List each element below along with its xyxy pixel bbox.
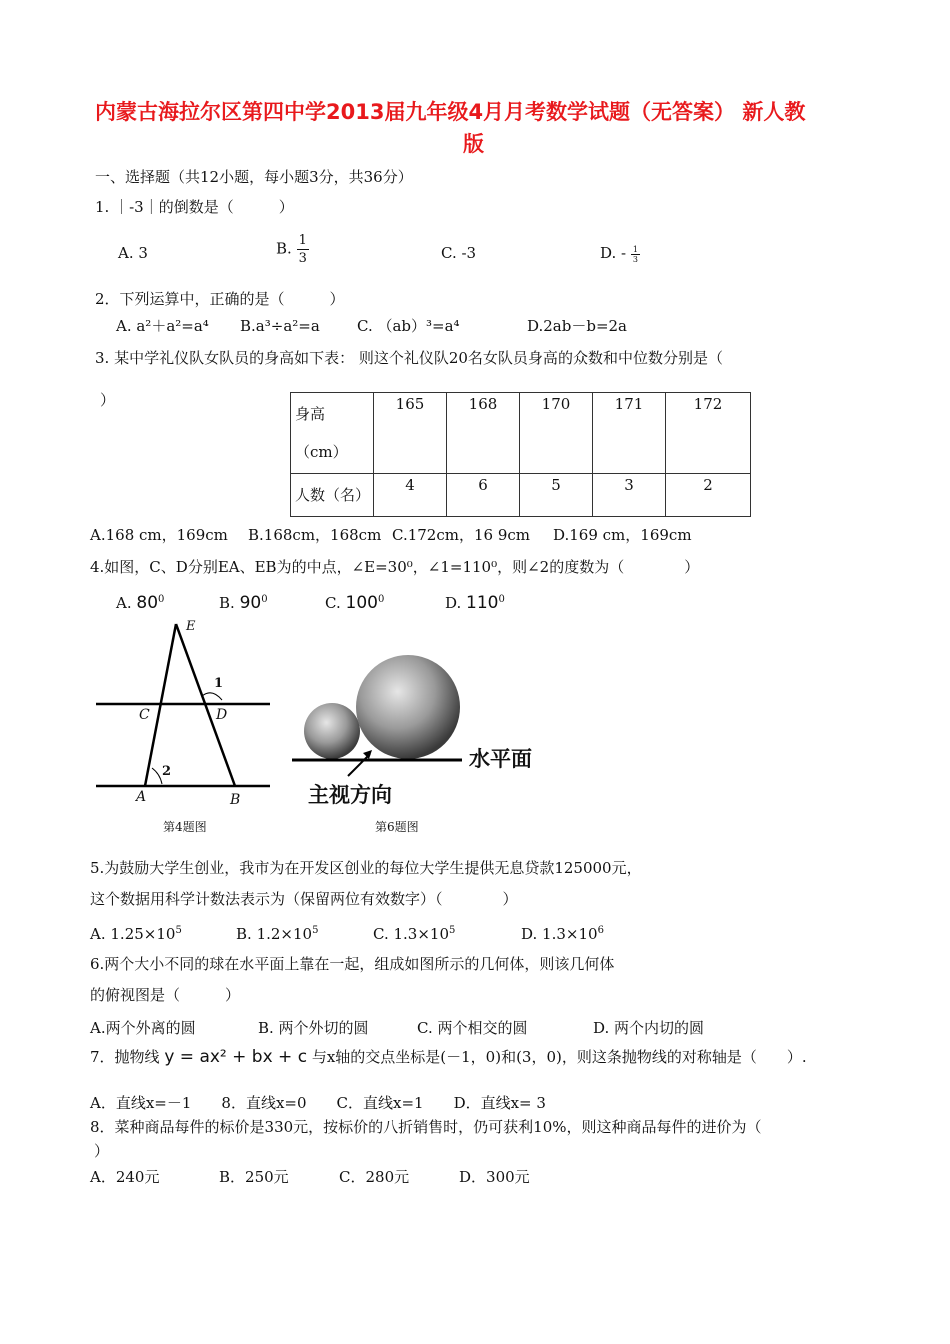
q5-stem: 5.为鼓励大学生创业，我市为在开发区创业的每位大学生提供无息贷款125000元， (90, 859, 642, 877)
q6-stem: 6.两个大小不同的球在水平面上靠在一起，组成如图所示的几何体，则该几何体 (90, 955, 615, 973)
point-E-label: E (186, 619, 196, 634)
q4-option-a (116, 590, 164, 613)
q4-option-d (445, 590, 505, 613)
small-sphere (304, 703, 360, 759)
height-table (290, 392, 751, 517)
horizontal-surface-label: 水平面 (469, 747, 532, 771)
q8-option-d: D．300元 (459, 1168, 530, 1186)
q7-stem (90, 1047, 807, 1067)
page-title-line2: 版 (463, 132, 484, 156)
table-row-counts (291, 474, 751, 517)
point-D-label: D (216, 707, 228, 723)
view-direction-arrow (348, 754, 370, 776)
q5-option-a (90, 921, 182, 944)
table-header-height: 身高（cm） (291, 393, 374, 474)
angle-2-label: 2 (162, 764, 172, 779)
q6-stem-continued: 的俯视图是（ ） (90, 986, 241, 1004)
q8-stem: 8．菜种商品每件的标价是330元，按标价的八折销售时，仍可获利10%，则这种商品每件的进价为（ (90, 1118, 762, 1136)
q3-option-b: B.168cm，168cm (248, 526, 382, 544)
q4-option-d-label: D. (445, 594, 462, 612)
q4-option-b (219, 590, 268, 613)
q7-prefix: 7．抛物线 (90, 1048, 160, 1066)
table-cell: 6 (447, 474, 520, 517)
q4-option-b-sup: 0 (261, 594, 268, 605)
q4-option-a-sup: 0 (158, 594, 165, 605)
table-cell: 170 (520, 393, 593, 474)
q3-option-a: A.168 cm，169cm (90, 526, 228, 544)
table-header-count: 人数（名） (291, 474, 374, 517)
q1-option-d-label: D. - (600, 244, 627, 262)
figure-4-caption: 第4题图 (163, 820, 207, 834)
q8-option-a: A．240元 (90, 1168, 160, 1186)
angle-2-arc (152, 768, 162, 784)
q8-stem-close: ） (94, 1142, 110, 1160)
table-cell: 168 (447, 393, 520, 474)
q1-option-d-numerator: 1 (632, 244, 638, 254)
q4-option-b-label: B. (219, 594, 235, 612)
angle-1-arc (202, 693, 222, 700)
q4-option-c-value: 100 (345, 593, 378, 613)
q5-stem-continued: 这个数据用科学计数法表示为（保留两位有效数字）（ ） (90, 890, 518, 908)
q7-suffix: 与x轴的交点坐标是(－1，0)和(3，0)，则这条抛物线的对称轴是（ ）. (311, 1048, 807, 1066)
q4-option-c-sup: 0 (377, 594, 385, 605)
q4-option-a-label: A. (116, 594, 132, 612)
table-cell: 165 (374, 393, 447, 474)
q1-option-b-denominator: 3 (298, 251, 307, 266)
view-direction-label: 主视方向 (308, 783, 392, 807)
q1-option-d-fraction (631, 245, 640, 264)
angle-1-label: 1 (214, 676, 224, 691)
q2-option-b: B.a³÷a²=a (240, 317, 320, 335)
q2-option-c: C. （ab）³=a⁴ (357, 317, 460, 335)
q5-option-d-exponent: 6 (597, 925, 604, 936)
table-cell: 4 (374, 474, 447, 517)
q2-option-d: D.2ab－b=2a (527, 317, 628, 335)
large-sphere (356, 655, 460, 759)
q5-option-b (236, 921, 318, 944)
q5-option-c-exponent: 5 (449, 925, 456, 936)
q4-stem: 4.如图，C、D分别EA、EB为的中点，∠E=30⁰，∠1=110⁰，则∠2的度数为（ ） (90, 558, 700, 576)
table-cell: 3 (593, 474, 666, 517)
q5-option-a-label: A. (90, 925, 106, 943)
table-cell: 2 (666, 474, 751, 517)
q4-option-c-label: C. (325, 594, 341, 612)
table-row-heights (291, 393, 751, 474)
q6-option-c: C. 两个相交的圆 (417, 1019, 528, 1037)
q3-stem-close: ） (100, 391, 116, 409)
figure-6-caption: 第6题图 (375, 820, 419, 834)
q5-option-b-value: 1.2×10 (256, 925, 313, 943)
q4-option-a-value: 80 (136, 593, 159, 613)
q5-option-b-exponent: 5 (312, 925, 319, 936)
q7-formula: y = ax² + bx + c (164, 1047, 308, 1067)
q2-stem: 2．下列运算中，正确的是（ ） (95, 290, 345, 308)
table-cell: 172 (666, 393, 751, 474)
q6-option-b: B. 两个外切的圆 (258, 1019, 369, 1037)
q3-option-d: D.169 cm，169cm (553, 526, 692, 544)
q5-option-c (373, 921, 455, 944)
q6-option-d: D. 两个内切的圆 (593, 1019, 705, 1037)
q5-option-c-label: C. (373, 925, 389, 943)
q8-option-b: B．250元 (219, 1168, 289, 1186)
q1-option-b-numerator: 1 (298, 233, 307, 248)
q6-option-a: A.两个外离的圆 (90, 1019, 196, 1037)
q5-option-c-value: 1.3×10 (393, 925, 450, 943)
q3-option-c: C.172cm，16 9cm (392, 526, 530, 544)
q4-option-d-sup: 0 (498, 594, 505, 605)
q1-option-d-denominator: 3 (632, 254, 638, 264)
q1-option-d (600, 243, 640, 264)
page-title-line1: 内蒙古海拉尔区第四中学2013届九年级4月月考数学试题（无答案） 新人教 (95, 100, 806, 124)
q1-option-a: A. 3 (118, 244, 148, 262)
q5-option-a-value: 1.25×10 (110, 925, 176, 943)
q1-option-c: C. -3 (441, 244, 477, 262)
q8-option-c: C．280元 (339, 1168, 410, 1186)
q5-option-d (521, 921, 604, 944)
q5-option-a-exponent: 5 (175, 925, 182, 936)
q5-option-b-label: B. (236, 925, 252, 943)
q2-option-a: A. a²＋a²=a⁴ (116, 317, 209, 335)
q3-stem: 3. 某中学礼仪队女队员的身高如下表： 则这个礼仪队20名女队员身高的众数和中位数分别是（ (95, 349, 723, 367)
q1-option-b-label: B. (276, 239, 292, 258)
q5-option-d-label: D. (521, 925, 538, 943)
point-C-label: C (139, 707, 150, 723)
table-cell: 5 (520, 474, 593, 517)
q4-option-c (325, 590, 384, 613)
q1-option-b-fraction (297, 232, 309, 267)
q1-option-b (276, 232, 309, 267)
figure-4-geometry (90, 618, 280, 818)
point-B-label: B (230, 792, 241, 808)
point-A-label: A (136, 789, 147, 805)
table-cell: 171 (593, 393, 666, 474)
q4-option-b-value: 90 (239, 593, 262, 613)
section-heading: 一、选择题（共12小题，每小题3分，共36分） (95, 168, 413, 186)
q5-option-d-value: 1.3×10 (542, 925, 598, 943)
q7-options: A．直线x=－1 8．直线x=0 C．直线x=1 D．直线x= 3 (90, 1094, 546, 1112)
q4-option-d-value: 110 (466, 593, 499, 613)
q1-stem: 1. ｜-3｜的倒数是（ ） (95, 198, 294, 216)
